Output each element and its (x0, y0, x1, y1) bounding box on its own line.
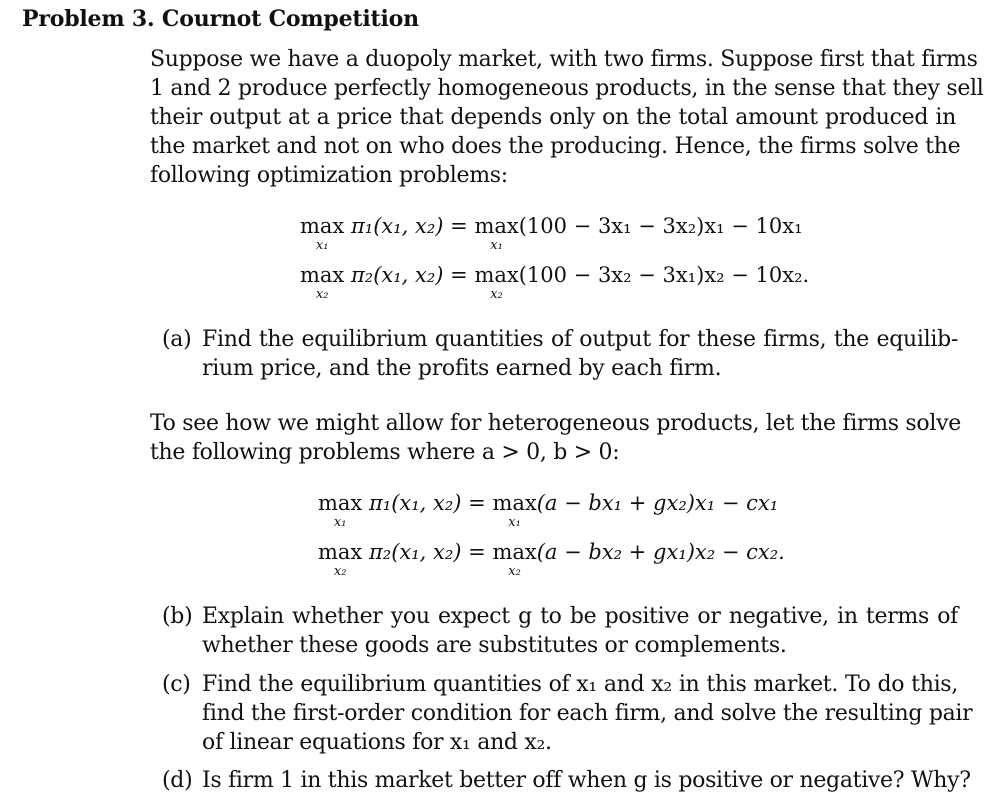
equation-block-homogeneous (300, 214, 820, 304)
profit-function: π₂(x₁, x₂) (350, 263, 444, 287)
max-operator: max (300, 263, 345, 287)
intro-paragraph (150, 45, 984, 190)
profit-function: π₂(x₁, x₂) (368, 540, 462, 564)
part-label: (d) (162, 768, 193, 793)
part-text: Find the equilibrium quantities of x₁ and x₂ in this market. To do this, find the first-order condition for each firm, and solve the resulting pair of linear equations for x₁ and x₂. (202, 672, 973, 755)
max-subscript: x₂ (508, 564, 521, 579)
intro-line: their output at a price that depends only on the total amount produced in (150, 105, 956, 130)
intro-line: following optimization problems: (150, 163, 508, 188)
part-b (162, 602, 958, 662)
equals-sign: = (468, 540, 486, 564)
max-subscript: x₁ (490, 238, 503, 253)
problem-heading: Problem 3. Cournot Competition (22, 6, 419, 32)
part-label: (a) (162, 327, 192, 352)
equation-row (300, 263, 810, 302)
max-subscript: x₁ (508, 515, 521, 530)
middle-paragraph (150, 409, 961, 467)
profit-expression: (100 − 3x₁ − 3x₂)x₁ − 10x₁ (518, 214, 803, 238)
profit-expression: (a − bx₁ + gx₂)x₁ − cx₁ (536, 491, 779, 515)
max-operator: max (318, 491, 363, 515)
max-operator: max (474, 263, 519, 287)
intro-line: 1 and 2 produce perfectly homogeneous products, in the sense that they sell (150, 76, 984, 101)
equation-block-heterogeneous (318, 491, 798, 581)
max-operator: max (474, 214, 519, 238)
max-operator: max (300, 214, 345, 238)
part-label: (c) (162, 672, 191, 697)
max-subscript: x₂ (490, 287, 503, 302)
max-subscript: x₂ (315, 287, 329, 302)
middle-line: To see how we might allow for heterogeneous products, let the firms solve (150, 411, 961, 436)
part-label: (b) (162, 604, 193, 629)
profit-function: π₁(x₁, x₂) (350, 214, 444, 238)
part-text: Explain whether you expect g to be positive or negative, in terms of whether these goods are substitutes or complements. (202, 604, 958, 658)
intro-line: the market and not on who does the producing. Hence, the firms solve the (150, 134, 961, 159)
equals-sign: = (468, 491, 486, 515)
part-a (162, 325, 958, 385)
equation-row (318, 540, 785, 579)
middle-line: the following problems where a > 0, b > 0: (150, 440, 620, 465)
max-operator: max (492, 540, 537, 564)
profit-function: π₁(x₁, x₂) (368, 491, 462, 515)
equals-sign: = (450, 263, 468, 287)
intro-line: Suppose we have a duopoly market, with two firms. Suppose first that firms (150, 47, 978, 72)
part-d (162, 766, 971, 798)
equation-row (300, 214, 803, 253)
max-subscript: x₁ (315, 238, 329, 253)
max-operator: max (492, 491, 537, 515)
part-c (162, 670, 973, 760)
equals-sign: = (450, 214, 468, 238)
max-subscript: x₁ (333, 515, 347, 530)
equation-row (318, 491, 779, 530)
part-text: Is firm 1 in this market better off when g is positive or negative? Why? (202, 768, 971, 793)
max-operator: max (318, 540, 363, 564)
profit-expression: (100 − 3x₂ − 3x₁)x₂ − 10x₂. (518, 263, 810, 287)
part-text: Find the equilibrium quantities of output for these firms, the equilib- rium price, and the profits earned by each firm. (202, 327, 958, 381)
max-subscript: x₂ (333, 564, 347, 579)
profit-expression: (a − bx₂ + gx₁)x₂ − cx₂. (536, 540, 785, 564)
